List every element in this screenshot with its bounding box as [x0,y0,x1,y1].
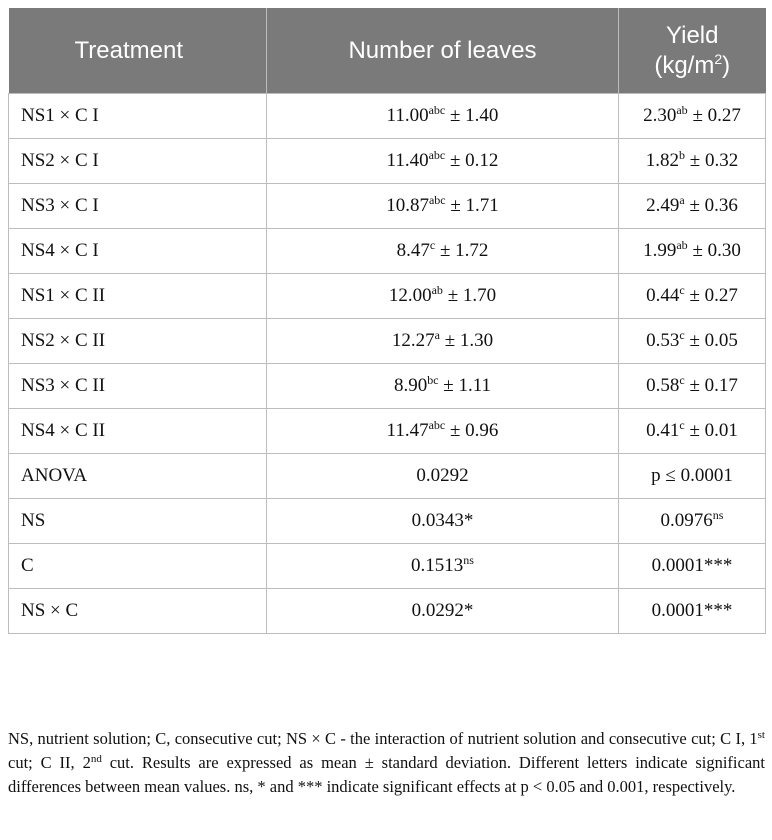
leaves-significance-letters: bc [427,373,439,387]
header-treatment: Treatment [9,8,267,94]
yield-significance-letters: c [679,418,685,432]
table-row [9,589,766,634]
cell-yield [619,229,766,274]
cell-leaves [267,364,619,409]
leaves-value: 0.0292* [411,600,474,621]
leaves-significance-letters: abc [428,418,446,432]
leaves-std-dev: ± 1.70 [447,285,497,306]
table-row [9,454,766,499]
footnote-sup2: nd [90,753,102,765]
cell-yield [619,184,766,229]
yield-std-dev: ± 0.17 [689,375,738,396]
table-row [9,274,766,319]
leaves-std-dev: ± 1.11 [443,375,492,396]
leaves-value: 8.47 [396,240,430,261]
footnote-sup1: st [757,729,765,741]
header-yield-line2-prefix: (kg/m [654,51,715,79]
yield-value: 2.49 [646,195,680,216]
cell-leaves [267,454,619,499]
yield-std-dev: ± 0.36 [689,195,738,216]
table-row [9,499,766,544]
yield-significance-letters: c [679,283,685,297]
cell-yield [619,94,766,139]
cell-yield [619,319,766,364]
yield-significance-letters: b [679,148,686,162]
cell-leaves [267,139,619,184]
cell-treatment: NS4 × C I [9,229,267,274]
leaves-value: 8.90 [393,375,428,396]
table-row [9,229,766,274]
cell-treatment: ANOVA [9,454,267,499]
cell-yield [619,454,766,499]
leaves-significance-letters: abc [428,193,446,207]
leaves-significance-letters: abc [428,103,446,117]
leaves-value: 11.00 [386,105,429,126]
header-yield [619,8,766,94]
leaves-significance-letters: ns [463,553,474,567]
cell-leaves [267,229,619,274]
yield-value: 0.41 [646,420,680,441]
leaves-std-dev: ± 0.12 [450,150,499,171]
results-table [8,8,766,634]
yield-value: 0.58 [646,375,680,396]
leaves-value: 11.47 [386,420,429,441]
cell-leaves [267,94,619,139]
cell-yield [619,364,766,409]
cell-treatment: NS2 × C II [9,319,267,364]
yield-significance-letters: c [679,328,685,342]
header-yield-line1: Yield [666,21,719,49]
header-yield-line2-sup: 2 [714,50,723,67]
cell-treatment: NS3 × C I [9,184,267,229]
cell-yield [619,589,766,634]
cell-leaves [267,184,619,229]
cell-treatment: NS4 × C II [9,409,267,454]
cell-treatment: NS2 × C I [9,139,267,184]
yield-significance-letters: c [679,373,685,387]
leaves-value: 12.00 [388,285,432,306]
footnote-part3: cut. Results are expressed as mean ± standard deviation. Different letters indicate significant differences between mean values. ns, * and *** indicate significant effects at p < 0.05 and 0.001, respectively. [8,753,765,796]
leaves-value: 11.40 [386,150,429,171]
yield-std-dev: ± 0.32 [689,150,739,171]
leaves-std-dev: ± 0.96 [450,420,499,441]
yield-std-dev: ± 0.27 [689,285,738,306]
leaves-significance-letters: a [434,328,440,342]
table-row [9,139,766,184]
yield-significance-letters: ns [712,508,724,522]
yield-std-dev: ± 0.01 [689,420,738,441]
table-row [9,364,766,409]
leaves-std-dev: ± 1.72 [439,240,489,261]
cell-treatment: NS [9,499,267,544]
cell-leaves [267,319,619,364]
cell-leaves [267,274,619,319]
leaves-std-dev: ± 1.30 [444,330,494,351]
cell-leaves [267,544,619,589]
table-row [9,184,766,229]
yield-std-dev: ± 0.27 [692,105,741,126]
cell-yield [619,409,766,454]
header-yield-line2-suffix: ) [722,51,731,79]
table-row [9,409,766,454]
yield-value: 1.82 [645,150,680,171]
table-body [9,94,766,634]
yield-std-dev: ± 0.05 [689,330,738,351]
yield-value: 0.0001*** [651,555,733,576]
table-row [9,94,766,139]
cell-treatment: C [9,544,267,589]
yield-significance-letters: ab [676,238,688,252]
footnote-part1: NS, nutrient solution; C, consecutive cut; NS × C - the interaction of nutrient solution and consecutive cut; C I, 1 [8,729,758,748]
leaves-significance-letters: c [429,238,436,252]
yield-value: 2.30 [643,105,677,126]
cell-leaves [267,589,619,634]
cell-leaves [267,409,619,454]
table-row [9,544,766,589]
leaves-std-dev: ± 1.40 [450,105,499,126]
yield-value: 0.0001*** [651,600,733,621]
leaves-significance-letters: ab [431,283,443,297]
footnote-part2: cut; C II, 2 [8,753,91,772]
table-header-row [9,8,766,94]
table-footnote [8,727,765,799]
leaves-std-dev: ± 1.71 [450,195,499,216]
leaves-value: 0.1513 [411,555,464,576]
yield-std-dev: ± 0.30 [692,240,741,261]
leaves-significance-letters: abc [428,148,446,162]
leaves-value: 12.27 [391,330,435,351]
cell-yield [619,274,766,319]
leaves-value: 10.87 [386,195,429,216]
cell-yield [619,139,766,184]
cell-treatment: NS3 × C II [9,364,267,409]
leaves-value: 0.0292 [416,465,469,486]
yield-value: 1.99 [643,240,677,261]
results-table-container [8,8,765,634]
yield-value: p ≤ 0.0001 [651,465,733,486]
cell-treatment: NS1 × C II [9,274,267,319]
cell-leaves [267,499,619,544]
cell-yield [619,544,766,589]
table-row [9,319,766,364]
cell-treatment: NS1 × C I [9,94,267,139]
yield-value: 0.44 [646,285,680,306]
leaves-value: 0.0343* [411,510,474,531]
header-number-of-leaves: Number of leaves [267,8,619,94]
yield-value: 0.0976 [660,510,713,531]
cell-treatment: NS × C [9,589,267,634]
yield-value: 0.53 [646,330,680,351]
yield-significance-letters: ab [676,103,688,117]
cell-yield [619,499,766,544]
yield-significance-letters: a [679,193,685,207]
